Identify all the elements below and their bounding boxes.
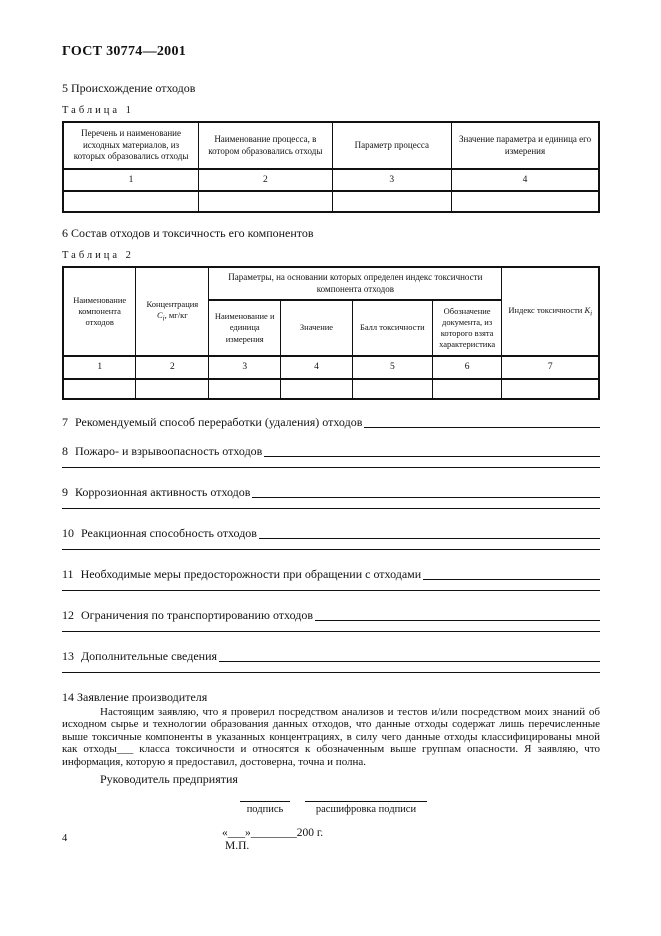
table2-top-header-row [63,267,599,300]
index-subscript: i [590,309,593,318]
section-label: Пожаро- и взрывоопасность отходов [75,444,263,458]
section-10-row [62,526,600,541]
blank-line [315,620,600,621]
section-number: 7 [62,415,68,429]
section-number: 8 [62,444,68,458]
section-number: 12 [62,608,74,622]
blank-line-full [62,508,600,509]
table2-colnum: 2 [136,356,209,379]
signature-name-line [305,790,427,802]
section-14-heading: 14 Заявление производителя [62,690,208,704]
concentration-units: , мг/кг [164,310,188,321]
table2-group-header: Параметры, на основании которых определен индекс токсичности компонента отходов [209,267,502,300]
table2-colnum: 3 [209,356,281,379]
table1-colnum: 4 [452,169,599,191]
section-number: 13 [62,649,74,663]
producer-declaration-text: Настоящим заявляю, что я проверил посредством анализов и тестов и/или посредством моих знаний об исходном сырье и технологии образования данных отходов, что данные отходы содержат лишь перечисленные выше токсичные компоненты в указанных концентрациях, в силу чего данные отходы классифицированы мной как отходы___ класса токсичности и относятся к обозначенным выше группам опасности. Я заявляю, что информация, которую я предоставил, достоверна, точна и полна. [62,706,600,768]
empty-cell [452,191,599,212]
table2-colnum: 1 [63,356,136,379]
concentration-subscript: i [162,314,165,323]
section-5-heading: 5 Происхождение отходов [62,81,196,95]
table1-header-parameter: Параметр процесса [332,122,452,169]
empty-cell [352,379,432,399]
section-label: Дополнительные сведения [81,649,218,663]
section-7-row [62,415,600,430]
empty-cell [199,191,332,212]
empty-cell [136,379,209,399]
table2-subheader-value: Значение [281,300,353,356]
section-label: Реакционная способность отходов [81,526,257,540]
table2-subheader-score: Балл токсичности [352,300,432,356]
table1-header-value: Значение параметра и единица его измерения [452,122,599,169]
index-label: Индекс токсичности [508,304,583,315]
table2-subheader-document: Обозначение документа, из которого взята характеристика [432,300,502,356]
table1-header-process: Наименование процесса, в котором образовались отходы [199,122,332,169]
blank-line [264,456,600,457]
table2-subheader-name-unit: Наименование и единица измерения [209,300,281,356]
blank-line-full [62,590,600,591]
empty-cell [502,379,599,399]
blank-line [259,538,600,539]
blank-line [219,661,600,662]
concentration-label: Концентрация [146,299,199,310]
empty-cell [209,379,281,399]
section-label: Коррозионная активность отходов [75,485,251,499]
signature-block [240,790,600,815]
blank-line-full [62,467,600,468]
section-9-row [62,485,600,500]
seal-mark: М.П. [225,840,250,853]
section-label: Ограничения по транспортированию отходов [81,608,313,622]
empty-cell [281,379,353,399]
concentration-symbol: С [156,310,163,321]
table1-header-row [63,122,599,169]
table2-colnum: 7 [502,356,599,379]
table2-header-concentration [136,267,209,356]
blank-line-full [62,549,600,550]
table2-number-row [63,356,599,379]
table1-header-materials: Перечень и наименование исходных материалов, из которых образовались отходы [63,122,199,169]
table2-colnum: 6 [432,356,502,379]
table2-colnum: 5 [352,356,432,379]
section-label: Рекомендуемый способ переработки (удаления) отходов [75,415,363,429]
table1-colnum: 2 [199,169,332,191]
table1-number-row [63,169,599,191]
section-11-row [62,567,600,582]
blank-line [364,427,600,428]
empty-cell [332,191,452,212]
section-number: 10 [62,526,74,540]
section-12-row [62,608,600,623]
table1-colnum: 1 [63,169,199,191]
empty-cell [63,379,136,399]
section-8-row [62,444,600,459]
blank-line-full [62,672,600,673]
index-symbol: К [584,304,591,315]
table2-colnum: 4 [281,356,353,379]
section-13-row [62,649,600,664]
table2-header-component: Наименование компонента отходов [63,267,136,356]
empty-cell [432,379,502,399]
signature-caption: подпись [246,804,284,816]
page-number: 4 [62,833,68,844]
signature-column [240,790,290,815]
signature-line [240,790,290,802]
signatory-title: Руководитель предприятия [100,772,238,787]
table2-header-toxicity-index [502,267,599,356]
table1 [62,121,600,213]
blank-line [423,579,600,580]
table1-empty-row [63,191,599,212]
table2 [62,266,600,400]
empty-cell [63,191,199,212]
date-line: «___»________200 г. [222,827,324,840]
table1-label: Таблица 1 [62,105,134,116]
doc-title: ГОСТ 30774—2001 [62,44,187,59]
table2-empty-row [63,379,599,399]
section-number: 9 [62,485,68,499]
section-label: Необходимые меры предосторожности при обращении с отходами [80,567,422,581]
section-number: 11 [62,567,74,581]
signature-name-caption: расшифровка подписи [315,804,417,816]
blank-line [252,497,600,498]
signature-name-column [305,790,427,815]
section-6-heading: 6 Состав отходов и токсичность его компонентов [62,226,314,240]
table2-label: Таблица 2 [62,250,134,261]
table1-colnum: 3 [332,169,452,191]
blank-line-full [62,631,600,632]
